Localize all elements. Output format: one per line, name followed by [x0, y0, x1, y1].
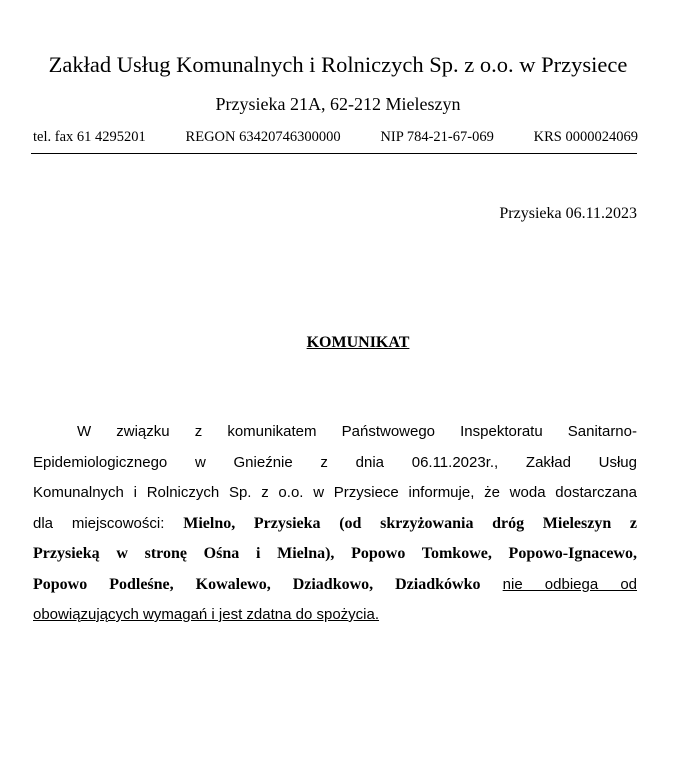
contact-line — [33, 127, 638, 147]
body-line-2: Epidemiologicznego w Gnieźnie z dnia 06.11.2023r., Zakład Usług — [33, 453, 637, 471]
body-line-6 — [33, 570, 637, 601]
compliance-statement-end: obowiązujących wymagań i jest zdatna do spożycia. — [33, 606, 380, 623]
body-line-3: Komunalnych i Rolniczych Sp. z o.o. w Przysiece informuje, że woda dostarczana — [33, 484, 637, 501]
body-line-5: Przysieką w stronę Ośna i Mielna), Popowo Tomkowe, Popowo-Ignacewo, — [33, 545, 637, 562]
body-line-1: W związku z komunikatem Państwowego Inspektoratu Sanitarno- — [77, 423, 637, 440]
header-divider — [31, 153, 637, 154]
place-date: Przysieka 06.11.2023 — [499, 205, 637, 222]
compliance-statement-start: nie odbiega od — [502, 575, 638, 593]
nip-number: NIP 784-21-67-069 — [380, 129, 494, 145]
krs-number: KRS 0000024069 — [533, 129, 638, 145]
document-title: KOMUNIKAT — [306, 334, 410, 351]
body-line-4 — [33, 509, 637, 540]
localities-intro: dla miejscowości: — [33, 514, 165, 532]
regon-number: REGON 63420746300000 — [185, 129, 341, 145]
localities-list-start: Mielno, Przysieka (od skrzyżowania dróg Mieleszyn z — [183, 514, 637, 532]
localities-list-end: Popowo Podleśne, Kowalewo, Dziadkowo, Dziadkówko — [33, 575, 481, 593]
tel-fax: tel. fax 61 4295201 — [33, 129, 146, 145]
company-name: Zakład Usług Komunalnych i Rolniczych Sp. z o.o. w Przysiece — [48, 52, 628, 77]
body-line-7 — [33, 600, 637, 631]
company-address: Przysieka 21A, 62-212 Mieleszyn — [215, 94, 461, 114]
announcement-body — [33, 417, 637, 631]
